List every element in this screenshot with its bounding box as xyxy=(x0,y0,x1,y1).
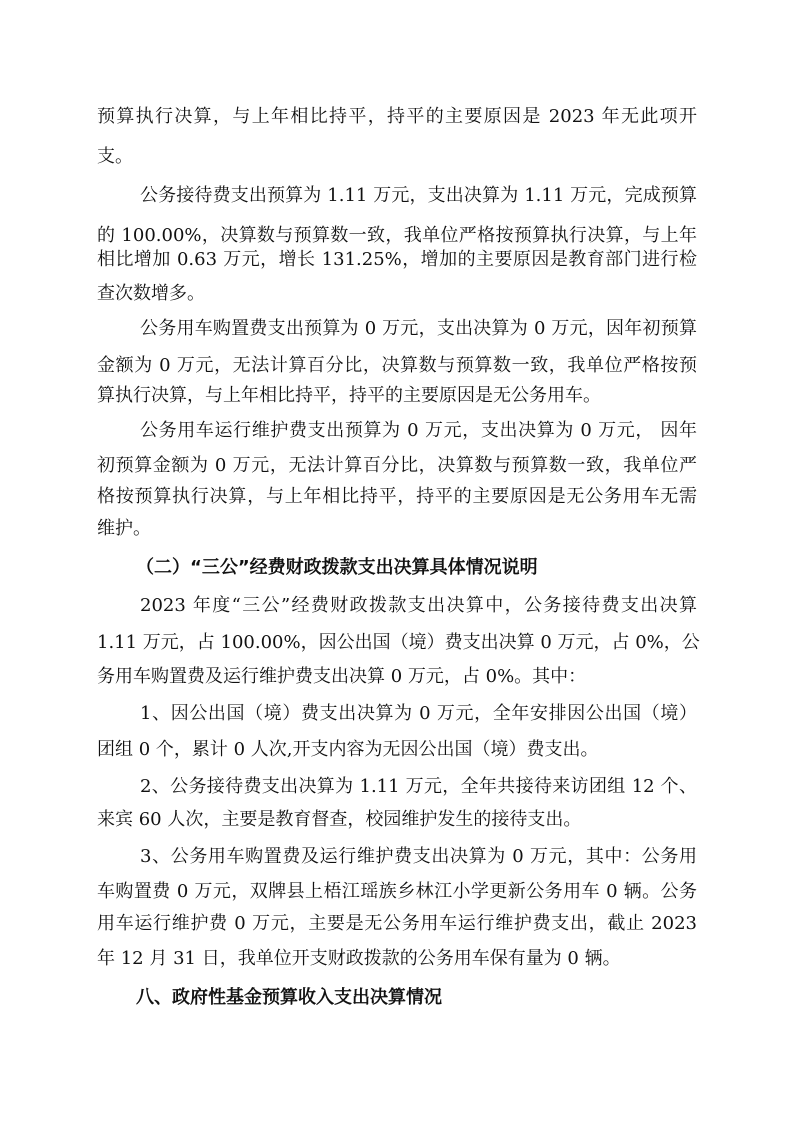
paragraph-line: 初预算金额为 0 万元，无法计算百分比，决算数与预算数一致，我单位严 xyxy=(97,455,697,476)
paragraph-line: 3、公务用车购置费及运行维护费支出决算为 0 万元，其中：公务用 xyxy=(140,846,697,867)
paragraph-line: 公务用车运行维护费支出预算为 0 万元，支出决算为 0 万元， 因年 xyxy=(140,420,697,441)
paragraph-line: 用车运行维护费 0 万元，主要是无公务用车运行维护费支出，截止 2023 xyxy=(97,913,697,934)
paragraph-line: 算执行决算，与上年相比持平，持平的主要原因是无公务用车。 xyxy=(97,385,601,406)
paragraph-line: 相比增加 0.63 万元，增长 131.25%，增加的主要原因是教育部门进行检 xyxy=(97,249,697,270)
section-heading: （二）“三公”经费财政拨款支出决算具体情况说明 xyxy=(136,557,538,578)
section-heading: 八、政府性基金预算收入支出决算情况 xyxy=(136,987,442,1008)
paragraph-line: 预算执行决算，与上年相比持平，持平的主要原因是 2023 年无此项开 xyxy=(97,106,697,127)
paragraph-line: 的 100.00%，决算数与预算数一致，我单位严格按预算执行决算，与上年 xyxy=(97,225,697,246)
paragraph-line: 2、公务接待费支出决算为 1.11 万元，全年共接待来访团组 12 个、 xyxy=(140,776,697,797)
paragraph-line: 务用车购置费及运行维护费支出决算 0 万元，占 0%。其中： xyxy=(97,666,587,687)
paragraph-line: 金额为 0 万元，无法计算百分比，决算数与预算数一致，我单位严格按预 xyxy=(97,355,697,376)
paragraph-line: 格按预算执行决算，与上年相比持平，持平的主要原因是无公务用车无需 xyxy=(97,486,697,507)
paragraph-line: 团组 0 个，累计 0 人次,开支内容为无因公出国（境）费支出。 xyxy=(97,739,599,760)
paragraph-line: 公务用车购置费支出预算为 0 万元，支出决算为 0 万元，因年初预算 xyxy=(140,318,697,339)
paragraph-line: 1.11 万元，占 100.00%，因公出国（境）费支出决算 0 万元，占 0%，公 xyxy=(97,632,700,653)
paragraph-line: 车购置费 0 万元，双牌县上梧江瑶族乡林江小学更新公务用车 0 辆。公务 xyxy=(97,881,697,902)
paragraph-line: 1、因公出国（境）费支出决算为 0 万元，全年安排因公出国（境） xyxy=(140,703,697,724)
paragraph-line: 公务接待费支出预算为 1.11 万元，支出决算为 1.11 万元，完成预算 xyxy=(140,185,697,206)
paragraph-line: 查次数增多。 xyxy=(97,283,205,304)
paragraph-line: 2023 年度“三公”经费财政拨款支出决算中，公务接待费支出决算 xyxy=(140,595,697,616)
paragraph-line: 年 12 月 31 日，我单位开支财政拨款的公务用车保有量为 0 辆。 xyxy=(97,948,621,969)
paragraph-line: 维护。 xyxy=(97,518,151,539)
paragraph-line: 来宾 60 人次，主要是教育督查，校园维护发生的接待支出。 xyxy=(97,809,582,830)
paragraph-line: 支。 xyxy=(97,146,133,167)
